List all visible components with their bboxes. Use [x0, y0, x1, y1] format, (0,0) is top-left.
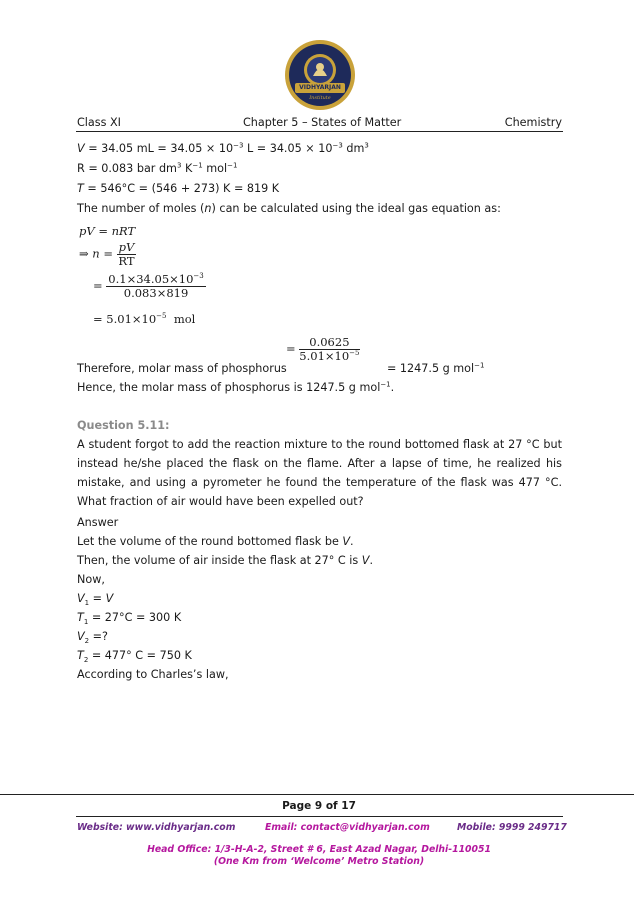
- footer-rule-2: [76, 816, 563, 817]
- ideal-gas-equation: pV = nRT: [79, 224, 136, 238]
- logo-subtext: Institute: [309, 95, 331, 101]
- given-gas-constant: R = 0.083 bar $dm^3$ $K^{-1}$ mol$^{-1}$: [77, 161, 238, 175]
- answer-t1: $T_1 = 27^\circ C = 300$ K: [77, 611, 182, 627]
- header-chapter: Chapter 5 – States of Matter: [243, 116, 402, 129]
- molar-mass-fraction: = $\frac{0.0625}{5.01\times 10^{-5}}$: [286, 335, 360, 363]
- question-body: A student forgot to add the reaction mixture to the round bottomed flask at 27 °C but instead he/she placed the flask on the flame. After a lapse of time, he realized his mistake, and using a pyrometer he found the temperature of the flask was 477 °C. What fraction of air would have been expelled out?: [77, 438, 562, 508]
- answer-t2: $T_2 = 477^\circ$ C = 750 K: [77, 649, 192, 665]
- answer-charles-law: According to Charles’s law,: [77, 668, 229, 681]
- footer-landmark: (One Km from ‘Welcome’ Metro Station): [213, 856, 425, 867]
- answer-v1: $V_1 = V$: [77, 592, 114, 608]
- answer-label: Answer: [77, 516, 119, 529]
- page-number: Page 9 of 17: [282, 800, 356, 812]
- given-temperature: T = 546°C = (546 + 273) K = 819 K: [77, 182, 280, 195]
- footer-rule: [0, 794, 634, 795]
- moles-formula: ⇒ n = $\frac{pV}{RT}$: [79, 240, 135, 268]
- given-volume: V = 34.05 mL = $34.05 \times 10^{-3}$ $L = 34.05 \times 10^{-3}$ $dm^3$: [77, 141, 369, 155]
- header-rule: [76, 131, 563, 132]
- answer-line-2: Then, the volume of air inside the flask at 27° C is V.: [77, 554, 374, 567]
- footer-mobile: Mobile: 9999 249717: [457, 822, 567, 833]
- institute-logo: [283, 38, 357, 112]
- molar-mass-conclusion: Hence, the molar mass of phosphorus is 1247.5 g mol$^{-1}$.: [77, 380, 395, 394]
- footer-email: Email: contact@vidhyarjan.com: [265, 822, 430, 833]
- question-title: Question 5.11:: [77, 419, 170, 432]
- footer-office: Head Office: 1/3-H-A-2, Street # 6, East Azad Nagar, Delhi-110051: [147, 844, 491, 855]
- moles-substitution: = $\frac{0.1\times 34.05\times 10^{-3}}{0.083\times 819}$: [93, 272, 204, 300]
- header-subject: Chemistry: [504, 116, 562, 129]
- logo-text: VIDHYARJAN: [299, 84, 341, 91]
- moles-intro: The number of moles (n) can be calculated using the ideal gas equation as:: [77, 202, 501, 215]
- moles-result: = $5.01\times 10^{-5}$ mol: [93, 312, 196, 326]
- molar-mass-label: Therefore, molar mass of phosphorus: [77, 362, 287, 375]
- answer-v2: $V_2$ =?: [77, 630, 108, 646]
- footer-website: Website: www.vidhyarjan.com: [77, 822, 236, 833]
- answer-line-1: Let the volume of the round bottomed flask be V.: [77, 535, 354, 548]
- molar-mass-result: = 1247.5 g mol$^{-1}$: [387, 361, 485, 375]
- header-class: Class XI: [77, 116, 121, 129]
- answer-line-3: Now,: [77, 573, 105, 586]
